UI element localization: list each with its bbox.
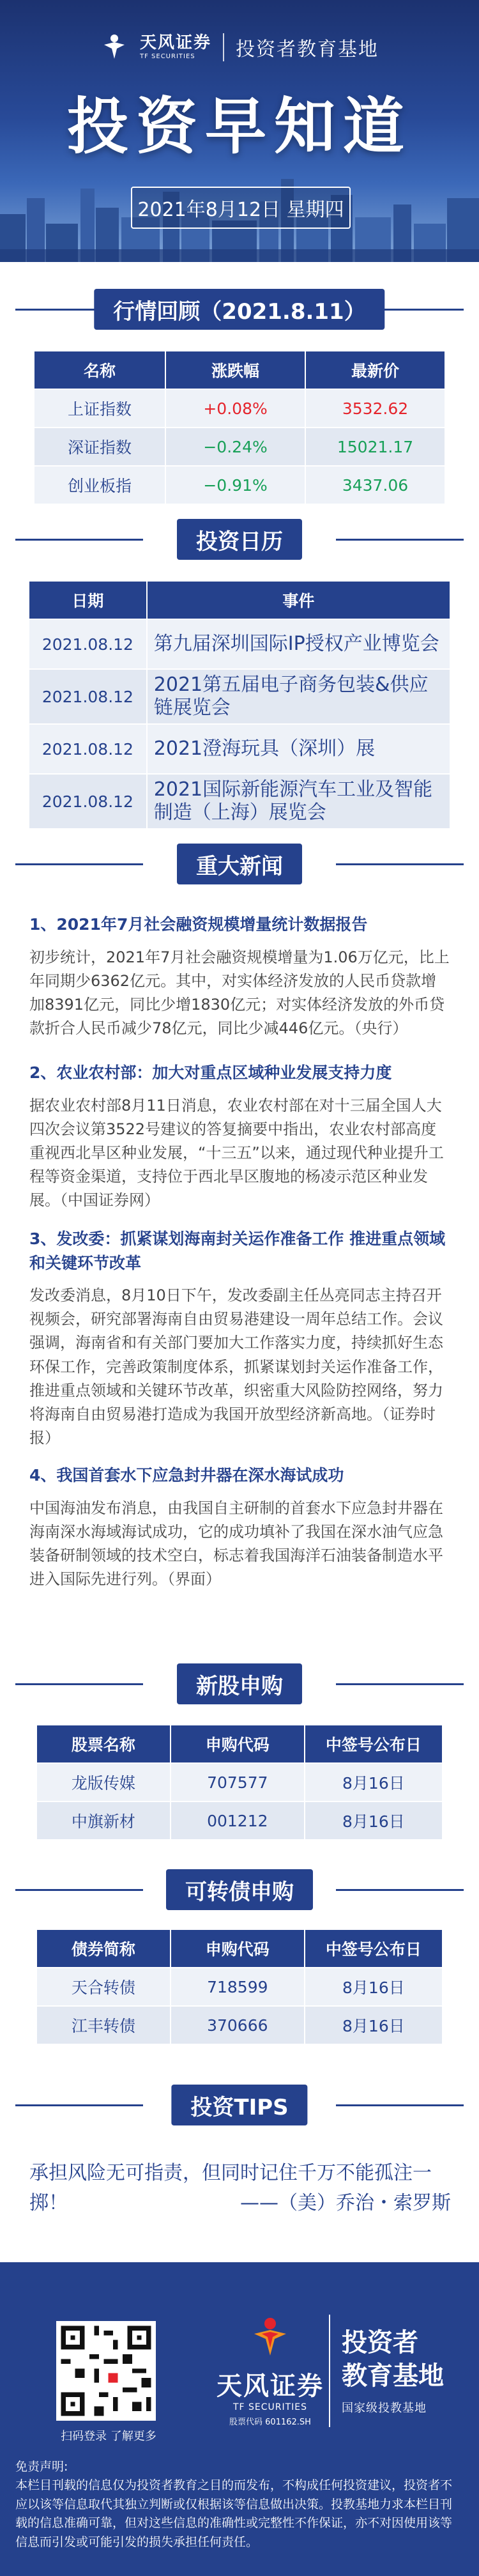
section-header-ipo [0, 1663, 479, 1704]
brand-en: TF SECURITIES [139, 53, 195, 60]
section-header-calendar [0, 519, 479, 560]
table-row [36, 1801, 443, 1840]
footer-base-sub: 国家级投教基地 [342, 2402, 427, 2415]
news-body: 初步统计，2021年7月社会融资规模增量为1.06万亿元，比上年同期少6362亿元。其中，对实体经济发放的人民币贷款增加8391亿元，同比少增1830亿元；对实体经济发放的外币贷款折合人民币减少78亿元，同比少减446亿元。（央行） [29, 948, 450, 1038]
news-title: 2、农业农村部：加大对重点区域种业发展支持力度 [29, 1063, 392, 1082]
column-header: 事件 [147, 581, 450, 619]
table-row [29, 669, 450, 724]
brand-cn: 天风证券 [139, 33, 211, 52]
qr-caption: 扫码登录 了解更多 [61, 2430, 156, 2443]
footer [0, 2262, 479, 2576]
index-change: −0.24% [165, 428, 305, 466]
divider-line [15, 1889, 143, 1891]
column-header: 中签号公布日 [305, 1929, 443, 1968]
event-name: 2021第五届电子商务包装&供应链展览会 [147, 669, 450, 724]
event-name: 2021澄海玩具（深圳）展 [147, 724, 450, 774]
news-body: 据农业农村部8月11日消息，农业农村部在对十三届全国人大四次会议第3522号建议的答复摘要中指出，农业农村部高度重视西北旱区种业发展，“十三五”以来，通过现代种业提升工程等资金渠道，支持位于西北旱区腹地的杨凌示范区种业发展。（中国证券网） [29, 1096, 444, 1210]
table-header-row [36, 1725, 443, 1763]
news-title: 4、我国首套水下应急封井器在深水海试成功 [29, 1466, 344, 1485]
table-row [36, 1763, 443, 1801]
table-row [36, 1968, 443, 2006]
disclaimer-text: 本栏目刊载的信息仅为投资者教育之目的而发布，不构成任何投资建议，投资者不应以该等信息取代其独立判断或仅根据该等信息做出决策。投教基地力求本栏目刊载的信息准确可靠，但对这些信息的准确性或完整性不作保证，亦不对因使用该等信息而引发或可能引发的损失承担任何责任。 [15, 2478, 453, 2549]
column-header: 日期 [29, 581, 147, 619]
brand-subtitle: 投资者教育基地 [236, 38, 379, 61]
column-header: 中签号公布日 [305, 1725, 443, 1763]
section-title-bonds: 可转债申购 [166, 1869, 313, 1910]
divider-line [15, 1683, 143, 1685]
index-change: −0.91% [165, 466, 305, 504]
table-row [29, 774, 450, 829]
section-title-calendar: 投资日历 [177, 519, 302, 560]
news-item [29, 913, 450, 1040]
section-title-news: 重大新闻 [177, 844, 302, 884]
calendar-table [28, 580, 451, 829]
column-header: 股票名称 [36, 1725, 171, 1763]
tips-quote: 承担风险无可指责，但同时记住千万不能孤注一掷！ [29, 2162, 432, 2214]
column-header: 申购代码 [171, 1929, 305, 1968]
footer-brand-en: TF SECURITIES [232, 2402, 308, 2412]
divider-line [15, 2104, 143, 2106]
table-row [29, 619, 450, 669]
brand-wordmark [140, 35, 211, 60]
footer-base [342, 2326, 444, 2416]
disclaimer [15, 2458, 464, 2552]
footer-brand-cn: 天风证券 [217, 2372, 324, 2401]
table-row [34, 389, 445, 428]
date-badge: 2021年8月12日 星期四 [131, 187, 351, 229]
lottery-date: 8月16日 [305, 1763, 443, 1801]
divider-line [336, 863, 464, 865]
event-date: 2021.08.12 [29, 669, 147, 724]
brand-row [0, 33, 479, 61]
qr-code-icon[interactable] [56, 2321, 156, 2421]
news-title: 3、发改委：抓紧谋划海南封关运作准备工作 推进重点领域和关键环节改革 [29, 1230, 446, 1272]
news-item [29, 1463, 450, 1591]
section-header-news [0, 844, 479, 884]
section-header-tips [0, 2085, 479, 2125]
column-header: 债券简称 [36, 1929, 171, 1968]
divider-line [15, 539, 143, 541]
bonds-table [36, 1929, 443, 2045]
ipo-table [36, 1724, 443, 1840]
footer-brand [209, 2315, 331, 2427]
divider-line [15, 863, 143, 865]
event-date: 2021.08.12 [29, 774, 147, 829]
index-name: 上证指数 [34, 389, 165, 428]
stock-code: 707577 [171, 1763, 305, 1801]
column-header: 名称 [34, 351, 165, 389]
index-price: 15021.17 [305, 428, 445, 466]
footer-divider [329, 2315, 330, 2427]
table-header-row [29, 581, 450, 619]
column-header: 涨跌幅 [165, 351, 305, 389]
lottery-date: 8月16日 [305, 1801, 443, 1840]
index-name: 创业板指 [34, 466, 165, 504]
event-name: 2021国际新能源汽车工业及智能制造（上海）展览会 [147, 774, 450, 829]
section-title-market: 行情回顾（2021.8.11） [94, 289, 384, 330]
tf-logo-icon [248, 2315, 293, 2359]
table-header-row [34, 351, 445, 389]
footer-base-title-1: 投资者 [342, 2328, 418, 2357]
section-header-market [0, 289, 479, 330]
index-name: 深证指数 [34, 428, 165, 466]
column-header: 最新价 [305, 351, 445, 389]
bond-code: 718599 [171, 1968, 305, 2006]
stock-name: 中旗新材 [36, 1801, 171, 1840]
news-item [29, 1227, 450, 1450]
bond-name: 天合转债 [36, 1968, 171, 2006]
hero-banner [0, 0, 479, 262]
page-title: 投资早知道 [67, 91, 412, 162]
table-row [36, 2006, 443, 2044]
table-row [34, 428, 445, 466]
disclaimer-title: 免责声明: [15, 2460, 68, 2474]
footer-stock-code: 股票代码 601162.SH [229, 2418, 311, 2427]
news-title: 1、2021年7月社会融资规模增量统计数据报告 [29, 915, 368, 934]
index-price: 3437.06 [305, 466, 445, 504]
brand-divider [223, 33, 224, 61]
column-header: 申购代码 [171, 1725, 305, 1763]
table-header-row [36, 1929, 443, 1968]
news-body: 发改委消息，8月10日下午，发改委副主任丛亮同志主持召开视频会，研究部署海南自由贸易港建设一周年总结工作。会议强调，海南省和有关部门要加大工作落实力度，持续抓好生态环保工作，完善政策制度体系，抓紧谋划封关运作准备工作，推进重点领域和关键环节改革，织密重大风险防控网络，努力将海南自由贸易港打造成为我国开放型经济新高地。（证券时报） [29, 1286, 443, 1447]
divider-line [336, 1683, 464, 1685]
market-table [33, 350, 446, 505]
event-name: 第九届深圳国际IP授权产业博览会 [147, 619, 450, 669]
tips-quote-block [29, 2159, 451, 2218]
lottery-date: 8月16日 [305, 1968, 443, 2006]
tf-logo-icon [100, 33, 128, 61]
section-title-tips: 投资TIPS [171, 2085, 307, 2125]
section-header-bonds [0, 1869, 479, 1910]
table-row [34, 466, 445, 504]
index-price: 3532.62 [305, 389, 445, 428]
divider-line [336, 2104, 464, 2106]
table-row [29, 724, 450, 774]
bond-code: 370666 [171, 2006, 305, 2044]
footer-base-title-2: 教育基地 [342, 2361, 444, 2391]
divider-line [336, 539, 464, 541]
stock-name: 龙版传媒 [36, 1763, 171, 1801]
stock-code: 001212 [171, 1801, 305, 1840]
bond-name: 江丰转债 [36, 2006, 171, 2044]
event-date: 2021.08.12 [29, 619, 147, 669]
section-title-ipo: 新股申购 [177, 1663, 302, 1704]
tips-author: ——（美）乔治・索罗斯 [240, 2191, 451, 2214]
lottery-date: 8月16日 [305, 2006, 443, 2044]
news-body: 中国海油发布消息，由我国自主研制的首套水下应急封井器在海南深水海域海试成功，它的成功填补了我国在深水油气应急装备研制领域的技术空白，标志着我国海洋石油装备制造水平进入国际先进行列。（界面） [29, 1499, 443, 1589]
index-change: +0.08% [165, 389, 305, 428]
event-date: 2021.08.12 [29, 724, 147, 774]
news-item [29, 1061, 450, 1212]
divider-line [336, 1889, 464, 1891]
